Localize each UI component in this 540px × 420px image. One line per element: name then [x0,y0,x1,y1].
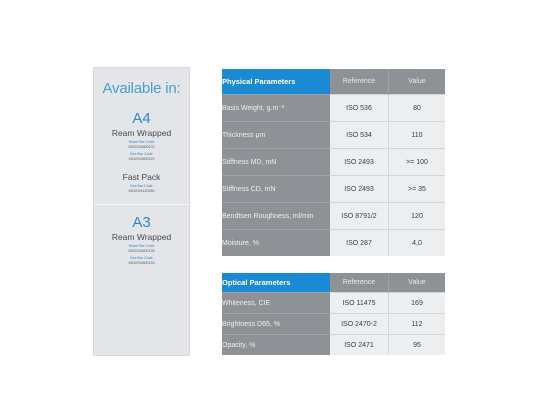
a4-fast-pack-label: Fast Pack [122,172,161,182]
table-row [222,95,445,122]
optical-header-name: Optical Parameters [222,273,330,293]
parameter-value: 112 [389,314,446,335]
parameter-value: >= 100 [389,149,446,176]
physical-header-reference: Reference [330,69,389,95]
availability-a3-section [94,204,189,266]
a4-fastpack-box-barcode-label: Box Bar Code [130,184,153,188]
optical-header-value: Value [389,273,446,293]
table-row [222,293,445,314]
availability-a4-section [94,97,189,194]
a3-box-barcode-value: 5902024800133 [128,261,155,265]
table-row [222,122,445,149]
optical-header-row [222,273,445,293]
parameter-name: Whiteness, CIE [222,293,330,314]
parameter-name: Brightness D65, % [222,314,330,335]
parameter-reference: ISO 11475 [330,293,389,314]
parameter-reference: ISO 2470-2 [330,314,389,335]
a3-box-barcode-label: Box Bar Code [130,256,153,260]
parameter-value: 120 [389,203,446,230]
a4-ream-wrapped-label: Ream Wrapped [111,128,172,138]
parameter-name: Thickness μm [222,122,330,149]
parameter-name: Basis Weight, g.m⁻² [222,95,330,122]
a4-box-barcode-value: 5902024800119 [128,157,155,161]
size-a3-label: A3 [132,214,151,231]
a4-fastpack-box-barcode-value: 5902024120280 [128,189,155,193]
table-row [222,176,445,203]
size-a4-label: A4 [132,110,151,127]
physical-header-value: Value [389,69,446,95]
parameter-reference: ISO 8791/2 [330,203,389,230]
parameter-reference: ISO 2471 [330,335,389,356]
table-row [222,335,445,356]
table-row [222,149,445,176]
parameter-value: 4,0 [389,230,446,257]
parameter-value: 169 [389,293,446,314]
a4-ream-barcode-value: 5902024800102 [128,145,155,149]
optical-header-reference: Reference [330,273,389,293]
a3-ream-wrapped-label: Ream Wrapped [111,232,172,242]
parameter-reference: ISO 536 [330,95,389,122]
a4-box-barcode-label: Box Bar Code [130,152,153,156]
availability-card [93,67,190,356]
a3-ream-barcode-value: 5902024800126 [128,249,155,253]
parameter-value: 110 [389,122,446,149]
physical-header-row [222,69,445,95]
physical-parameters-table [222,69,445,256]
a4-ream-barcode-label: Ream Bar Code [128,140,155,144]
physical-header-name: Physical Parameters [222,69,330,95]
parameter-name: Bendtsen Roughness, ml/min [222,203,330,230]
parameter-value: 80 [389,95,446,122]
parameter-name: Moisture, % [222,230,330,257]
parameter-reference: ISO 287 [330,230,389,257]
parameter-reference: ISO 2493 [330,176,389,203]
parameter-name: Stiffness CD, mN [222,176,330,203]
table-row [222,230,445,257]
parameter-name: Stiffness MD, mN [222,149,330,176]
optical-parameters-table [222,273,445,355]
availability-title: Available in: [102,80,181,97]
table-row [222,203,445,230]
parameter-value: 95 [389,335,446,356]
parameter-reference: ISO 2493 [330,149,389,176]
parameter-name: Opacity, % [222,335,330,356]
table-row [222,314,445,335]
parameter-value: >= 35 [389,176,446,203]
parameter-reference: ISO 534 [330,122,389,149]
a3-ream-barcode-label: Ream Bar Code [128,244,155,248]
